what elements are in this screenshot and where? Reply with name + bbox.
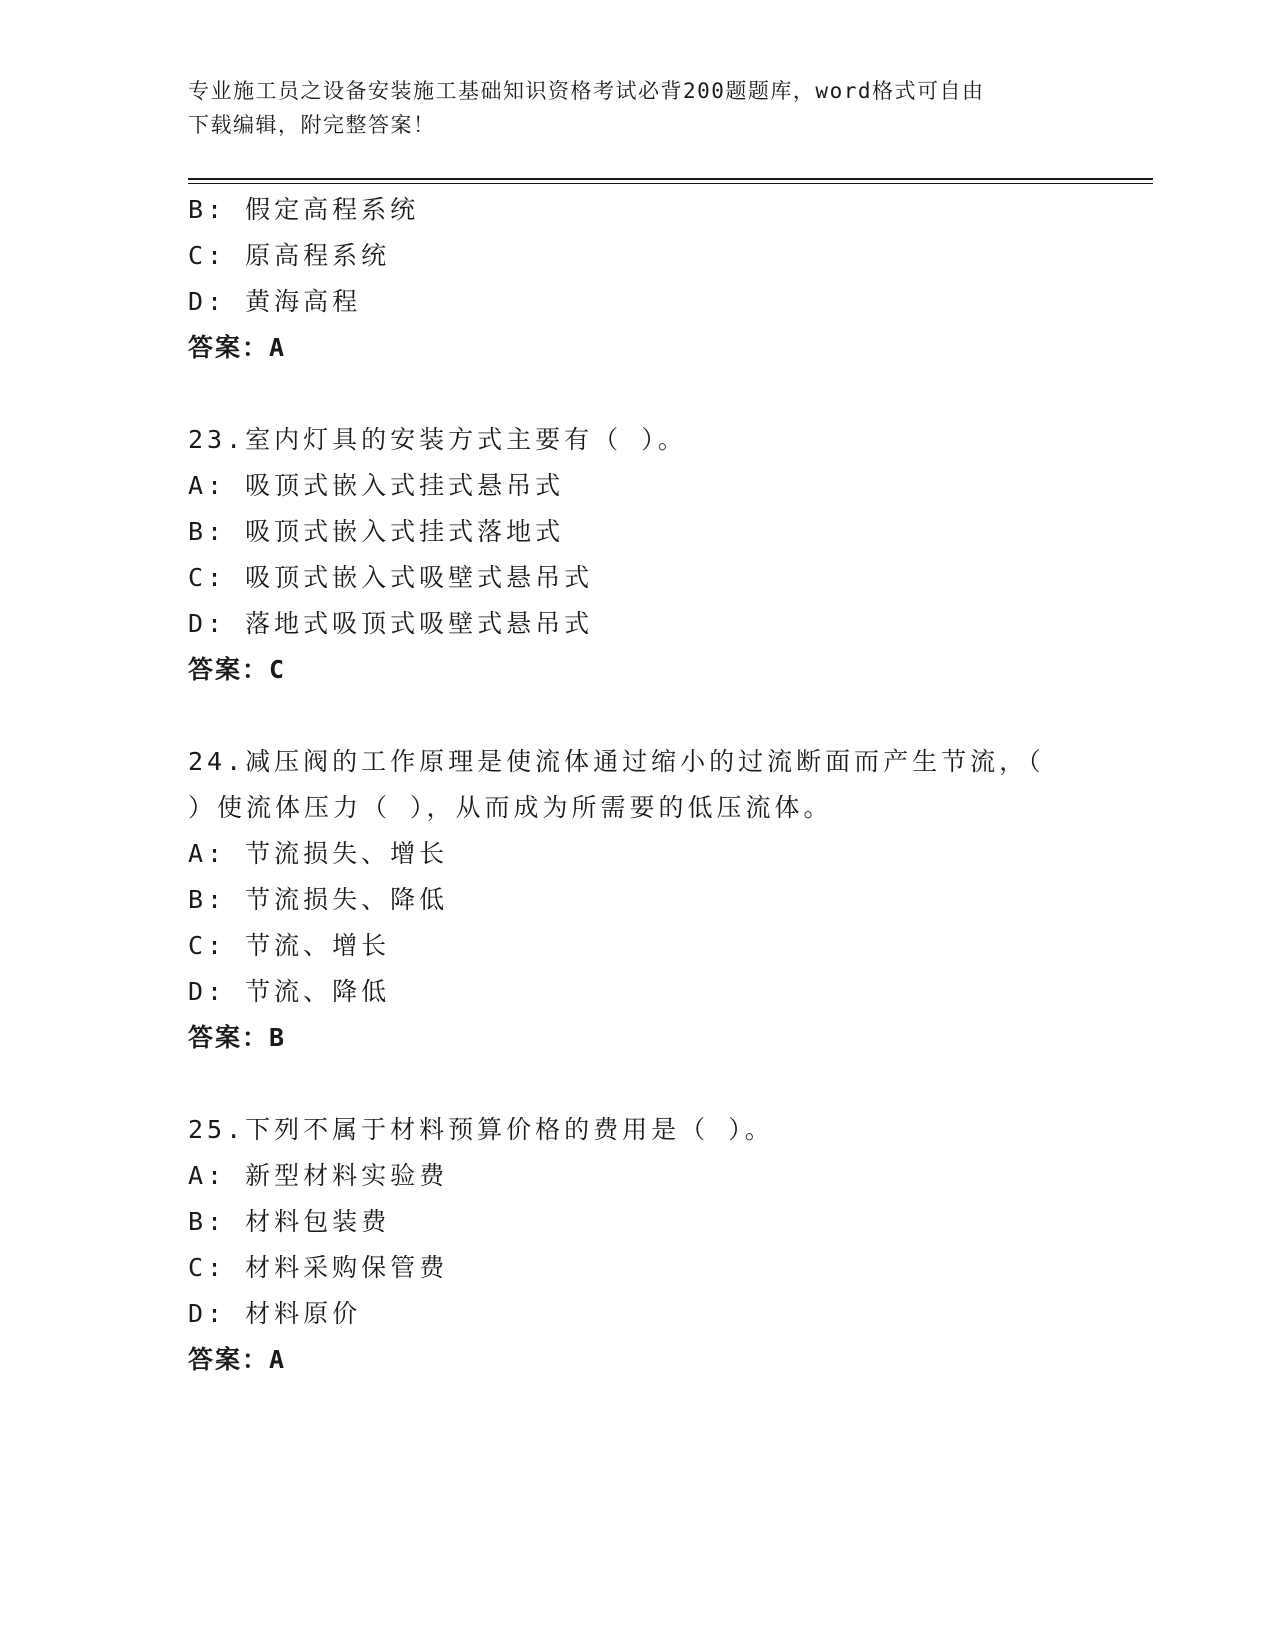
option-a: A: 节流损失、增长 — [188, 839, 449, 868]
option-b: B: 节流损失、降低 — [188, 885, 449, 914]
question-23 — [188, 417, 1088, 693]
option-b: B: 吸顶式嵌入式挂式落地式 — [188, 517, 565, 546]
question-22-continued — [188, 187, 1088, 371]
question-24 — [188, 739, 1088, 1061]
option-d: D: 材料原价 — [188, 1299, 362, 1328]
option-c: C: 节流、增长 — [188, 931, 391, 960]
option-a: A: 吸顶式嵌入式挂式悬吊式 — [188, 471, 565, 500]
header-line-2: 下载编辑，附完整答案！ — [188, 113, 436, 137]
question-stem: 23.室内灯具的安装方式主要有（ ）。 — [188, 425, 687, 454]
answer: 答案：A — [188, 333, 287, 362]
question-stem-line-1: 24.减压阀的工作原理是使流体通过缩小的过流断面而产生节流，（ — [188, 747, 1045, 776]
option-d: D: 节流、降低 — [188, 977, 391, 1006]
answer: 答案：C — [188, 655, 287, 684]
option-b: B: 假定高程系统 — [188, 195, 420, 224]
document-body — [188, 187, 1088, 1383]
question-25 — [188, 1107, 1088, 1383]
option-d: D: 黄海高程 — [188, 287, 362, 316]
option-b: B: 材料包装费 — [188, 1207, 391, 1236]
document-header — [188, 74, 1088, 142]
option-c: C: 吸顶式嵌入式吸壁式悬吊式 — [188, 563, 594, 592]
question-stem: 25.下列不属于材料预算价格的费用是（ ）。 — [188, 1115, 774, 1144]
question-stem-line-2: ）使流体压力（ ），从而成为所需要的低压流体。 — [188, 793, 833, 822]
header-divider-thick — [188, 178, 1153, 180]
spacer — [188, 693, 1088, 739]
answer: 答案：B — [188, 1023, 287, 1052]
option-c: C: 原高程系统 — [188, 241, 391, 270]
option-a: A: 新型材料实验费 — [188, 1161, 449, 1190]
option-d: D: 落地式吸顶式吸壁式悬吊式 — [188, 609, 594, 638]
spacer — [188, 1061, 1088, 1107]
spacer — [188, 371, 1088, 417]
header-divider-thin — [188, 183, 1153, 184]
option-c: C: 材料采购保管费 — [188, 1253, 449, 1282]
answer: 答案：A — [188, 1345, 287, 1374]
header-line-1: 专业施工员之设备安装施工基础知识资格考试必背200题题库，word格式可自由 — [188, 79, 985, 103]
